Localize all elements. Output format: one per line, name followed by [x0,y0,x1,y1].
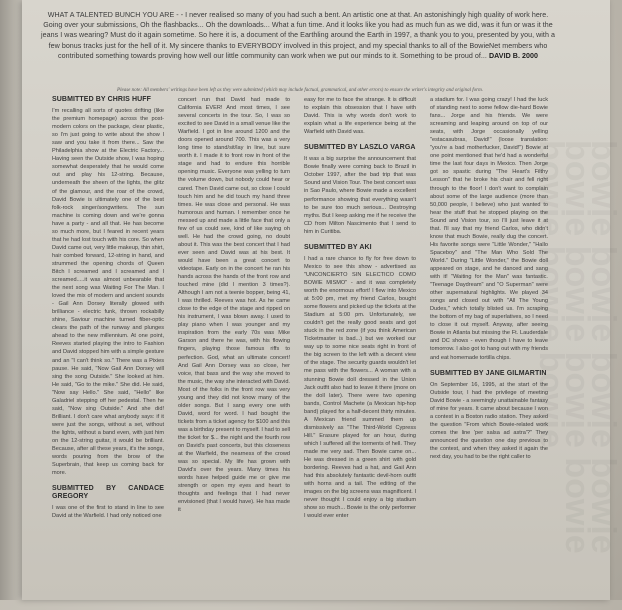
submission-text: I'm recalling all sorts of quotes drifting (like the premium homepage) across the post-modern colors on the package, clear plastic, so I'm just going to write about the show I saw and you take it from there... Saw the Philadelphia show at the Electric Factory... Having seen the Outside show, I was hoping somewhat desperately that he would come out and play his 12-string. Because, underneath the sheen of the lights, the glitz of the glamour, and the roar of the crowd, David Bowie is ultimately one of the best folk-rock singer/songwriters. The sun machine is coming down and we're gonna have a party - and all that. He has become so much more, but I feared in recent years that he had lost touch with his core. So when David came out, very little makeup, thin shirt, hair combed forward, 12-string in hand, and strummed the opening chords of Queen Bitch I screamed and I screamed and I screamed.....it was almost unbearable that the next song was Waiting For The Man. I loved the mix of modern and ancient sounds - Gail Ann Dorsey literally glowed with brilliance - electric funk, thrown rockabilly shine, Saviour machine turned fiber-optic clears the path of the runway and plunges ahead to the new millennium. At one point, Reeves started playing the intro to Fashion and David stopped him with a simple gesture and an "I can't think so." There was a Pixies pause. He said, "Now Gail Ann Dorsey will sing the song Outside." She looked at him. He said, "Go to the mike." She did. He said, "Now say Hello." She said, "Hello" like Galadriel stepping off her pedestal. Then he said, "Now sing Outside." And she did! Brilliant. I don't care what anybody says: if it were just the songs, without a set, without the lights, without a band even, with just him on the 12-string guitar, it would be brilliant. Because, after all these years, it's the songs, words pouring from the brow of the Superbrain, that keep us coming back for more. [52,108,164,477]
submission-heading: SUBMITTED BY JANE GILMARTIN [430,369,547,377]
submission-text: easy for me to face the strange. It is difficult to explain this obsession that I have with David. This is why words don't work to explain what a life experience being at the Warfield with David was. [304,97,416,136]
column-1 [52,96,164,520]
intro-paragraph [38,10,558,61]
submission-text: I had a rare chance to fly for free down to Mexico to see this show - advertised as "UNCONCIERTO SIN ELECTICO COMO BOWIE MISMO" - and it was completely worth the enormous effort! I flew into Mexico at 5:00 pm, met my friend Carlos, bought some flowers and picked up the tickets at the Stadium at 5:00 pm. Unfortunately, we couldn't get the really good seats and got stuck in the red zone (if you think American Ticketmaster is bad...) but we worked our way up to some nice seats right in front of the big screen to the left with a decent view of the stage. The security guards wouldn't let me pass with the flowers... A woman with a stunning Bowie doll dressed in the Union Jack outfit also had to leave it there (more on the doll later). There were two opening bands, Control Machete (a Mexican hip-hop band) played for a half-decent thirty minutes. A Mexican friend summed them up dismissively as "The Third-World Cypress Hill." Erasure played for an hour, during which I suffered all the torments of hell. They made me very sad. Then Bowie came on... He was dressed in a green shirt with gold bordering. Reeves had a hat, and Gail Ann had this absolutely fantastic devil-horn outfit with horns and a tail. The editing of the images on the big screens was magnificent. I never thought I could enjoy a big stadium show so much... Bowie is the only performer I would ever enter [304,255,416,520]
submission-text: concert run that David had made to California EVER! And most times, I see several concerts in the tour. So, I was so excited to see David in a small venue like the Warfield. I got in line around 1200 and the doors opened around 700. This was a very long time to stand/sit/lay in line, but sure worth it. I made it to front row in front of the stage and had to endure this horrible opening music. Everyone was yelling to turn the volume down, but nobody could hear or cared. Then David came out, so close I could touch him and he did touch my hand three times. He was close and personal. He was humorous and human. I remember once he messed up and made a little face that only a few of us could see, kind of like saying oh well. He had the crowd going, no doubt about it. This was the best concert that I had ever seen and David was at his best. It would have been a great concert to videotape. Early on in the concert he ran his hands across the hands of the front row and touched mine (did I mention 3 times?). Although I am not a teenie bopper, being 41, I was thrilled. Reeves was hot. As he came close to the edge of the stage and ripped on his instrument, I was blown away. I used to play piano when I was younger and my inspiration from the early 70s was Mike Garson and there he was, with his flowing fingers, playing those famous riffs to perfection. God, what an ultimate concert! And Gail Ann Dorsey was so close, her voice, that bass and the way she moved to the music, the way she interacted with David. Most of the folks in the front row was very young and they did not know many of the older songs. But I sang every one with David, word for word. I had bought the tickets from a ticket agency for $100 and this was a birthday present to myself. I had to sell the ticket for $... the night and the fourth row on David's past concerts, but this closeness at the Warfield, the nearness of the crowd was so special. My life has grown with David's over the years. Many times his words have helped guide me or give me strength or open my eyes and heart to thoughts and feelings that I had never envisioned (that I would have). He has made it [178,97,290,514]
intro-signature: DAVID B. 2000 [488,51,538,60]
column-3 [304,96,416,520]
editorial-note: Please note: All members' writings have been left as they were submitted (which may include factual, grammatical, and other errors) to ensure the writer's integrity and original form. [117,88,483,93]
submission-heading: SUBMITTED BY CANDACE GREGORY [52,485,164,501]
column-2 [178,96,290,514]
submission-heading: SUBMITTED BY LASZLO VARGA [304,144,416,152]
submission-text: It was a big surprise the announcement that Bowie finally were coming back to Brazil in October 1997, after the bad trip that was Sound and Vision Tour. The best concert was in Sao Paulo, where Bowie made a excellent performance showing that everything wasn't to be sure too much serious... Destroying myths. But I keep asking me if he receive the CD from Milton Nascimento that I send to him in Curitiba. [304,156,416,235]
submission-text: a stadium for. I was going crazy! I had the luck of standing next to some fellow die-hard Bowie fans... Jorge and his friends. We were screaming and leaping around on top of our seats, with Jorge occasionally yelling "estacasubras, David!" (loose translation: "you're a bad motherfucker, David!") Bowie at one point mentioned that he'd had a wonderful time the last four days in Mexico. Then Jorge got so spastic during "The Heart's Filthy Lesson" that he broke his chair and fell right through to the floor! I don't want to complain about some of the large audience (more than 50,000 people, I believe) who just wanted to hear the stuff that he stopped playing on the Sound and Vision tour, so I'll just leave it at that. I'll say that my friend Carlos, who didn't know that much Bowie, really dug the concert. His favorite songs were "Little Wonder," "Hallo Spaceboy" and "The Man Who Sold The World." During "Little Wonder," the Bowie doll appeared on stage, and he danced and sang with it! "Waiting for the Man" was fantastic. "Teenage Daydream" and "O Superman" were other supernatural highlights. We played 34 songs and closed out with "All The Young Dudes," which totally blisted us. I'm scraping the bottom of my bag of superlatives, so I need to close it out myself. Anyway, after seeing Bowie in Atlanta but missing the Ft. Lauderdale and DC shows - even though I have to leave tomorrow. I also got to hang out with my friends and eat homemade tortilla chips. [430,97,548,361]
page-left-edge [0,0,22,600]
submission-heading: SUBMITTED BY AKI [304,243,372,251]
watermark-pattern: bowie bowie bowie bowie bowie bowie bowie bowie bowie bowie bowie [532,140,622,554]
column-4 [430,96,548,461]
intro-text: WHAT A TALENTED BUNCH YOU ARE - - I never realised so many of you had such a bent. An artistic one at that. An astonishingly high quality of work here. Going over your submissions, Oh the flashbacks... Oh the downloads... What a fun time. And it looks like you had as much fun as we did, was it fun or was it the jeans I was wearing? Must do it again sometime. So here it is, a document of the Earthling around the Earth in 1997, a thank you to you, presented by you, with a few bonus tracks just for the hell of it. My sincere thanks to EVERYBODY involved in this project, and my special thanks to all of the BowieNet members who contributed something towards proving how well our little community can work when we put our minds to it. Something to be proud of... [41,11,555,60]
submission-text: I was one of the first to stand in line to see David at the Warfield. I had only noticed one [52,505,164,520]
submission-text: On September 16, 1995, at the start of the Outside tour, I had the privilege of meeting David Bowie - a seemingly unattainable fantasy of mine for years. It came about because I won a contest in a Boston radio station. They asked the question "From which Bowie-related work comes the line 'per salsa ad astra'?" They announced the question one day previous to the contest, and when they asked it again the next day, you had to be the right caller to [430,381,548,461]
submission-heading: SUBMITTED BY CHRIS HUFF [52,96,152,103]
